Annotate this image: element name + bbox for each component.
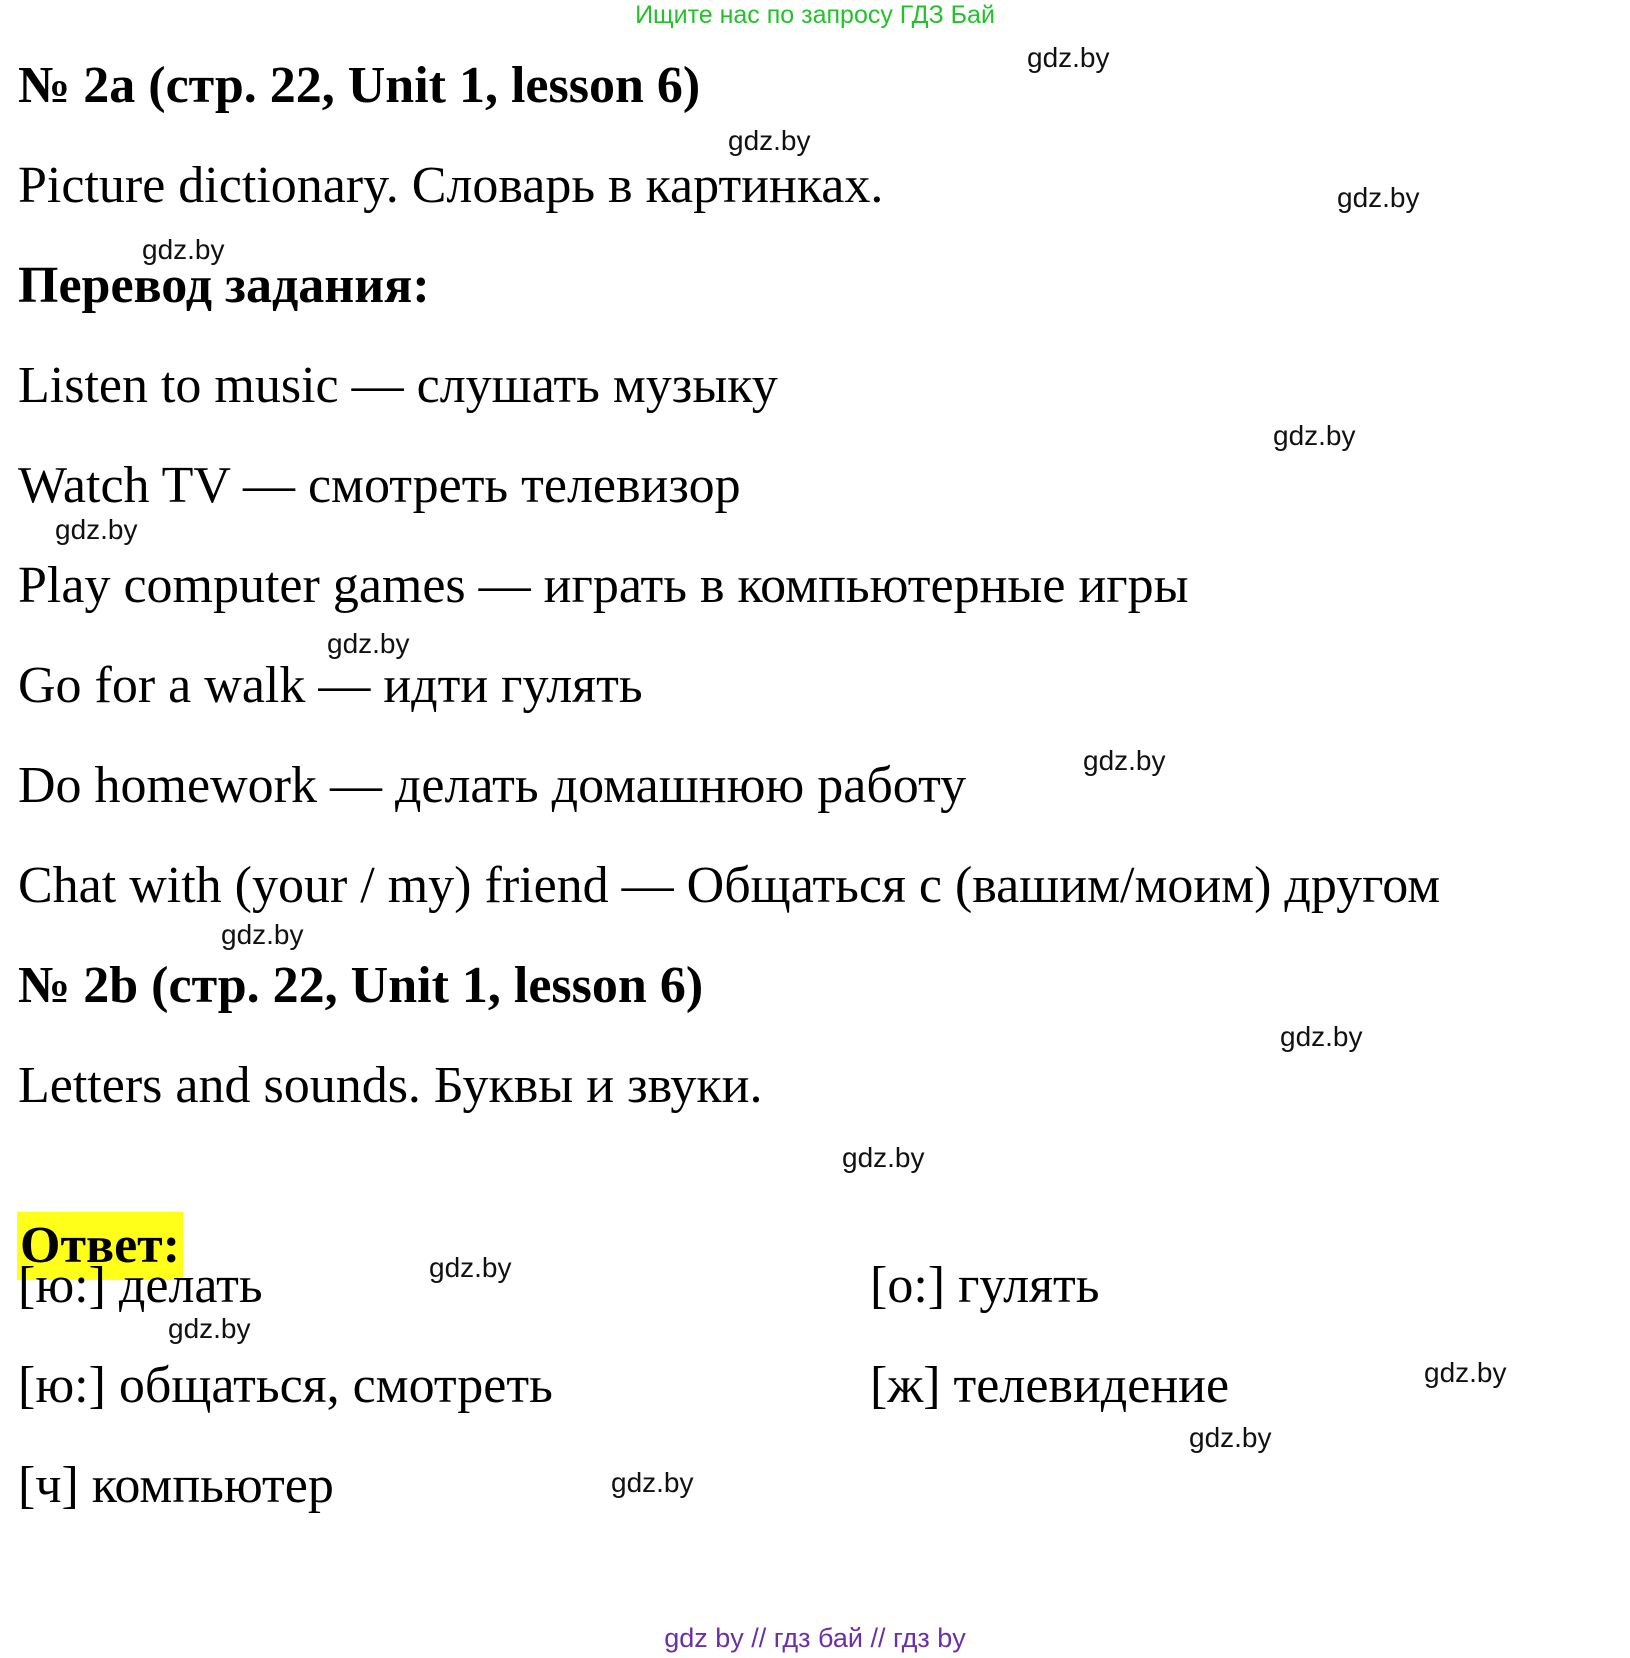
watermark: gdz.by bbox=[842, 1142, 925, 1173]
watermark: gdz.by bbox=[1280, 1021, 1363, 1052]
watermark: gdz.by bbox=[1424, 1357, 1507, 1388]
top-banner: Ищите нас по запросу ГДЗ Бай bbox=[635, 1, 995, 29]
vocab-item: Watch TV — смотреть телевизор bbox=[18, 457, 741, 514]
watermark: gdz.by bbox=[327, 628, 410, 659]
task-2b-title: № 2b (стр. 22, Unit 1, lesson 6) bbox=[18, 957, 704, 1014]
watermark: gdz.by bbox=[168, 1313, 251, 1344]
task-2b-subtitle: Letters and sounds. Буквы и звуки. bbox=[18, 1057, 763, 1114]
vocab-item: Listen to music — слушать музыку bbox=[18, 357, 778, 414]
answer-left: [ю:] делать bbox=[18, 1257, 263, 1314]
watermark: gdz.by bbox=[728, 125, 811, 156]
watermark: gdz.by bbox=[55, 514, 138, 545]
watermark: gdz.by bbox=[429, 1252, 512, 1283]
answer-right: [o:] гулять bbox=[870, 1257, 1100, 1314]
watermark: gdz.by bbox=[1083, 745, 1166, 776]
watermark: gdz.by bbox=[221, 919, 304, 950]
watermark: gdz.by bbox=[142, 234, 225, 265]
vocab-item: Chat with (your / my) friend — Общаться с (вашим/моим) другом bbox=[18, 857, 1441, 914]
task-2a-title: № 2a (стр. 22, Unit 1, lesson 6) bbox=[18, 57, 701, 114]
answer-label: Ответ: bbox=[17, 1212, 183, 1280]
answer-left: [ю:] общаться, смотреть bbox=[18, 1357, 553, 1414]
answer-left: [ч] компьютер bbox=[18, 1457, 334, 1514]
watermark: gdz.by bbox=[611, 1467, 694, 1498]
watermark: gdz.by bbox=[1027, 42, 1110, 73]
watermark: gdz.by bbox=[1273, 420, 1356, 451]
vocab-item: Play computer games — играть в компьютерные игры bbox=[18, 557, 1189, 614]
watermark: gdz.by bbox=[1337, 182, 1420, 213]
watermark: gdz.by bbox=[1189, 1422, 1272, 1453]
task-2a-subtitle: Picture dictionary. Словарь в картинках. bbox=[18, 157, 884, 214]
vocab-item: Do homework — делать домашнюю работу bbox=[18, 757, 967, 814]
vocab-item: Go for a walk — идти гулять bbox=[18, 657, 643, 714]
translation-heading: Перевод задания: bbox=[18, 257, 430, 314]
footer: gdz by // гдз бай // гдз by bbox=[664, 1623, 966, 1653]
answer-right: [ж] телевидение bbox=[870, 1357, 1230, 1414]
